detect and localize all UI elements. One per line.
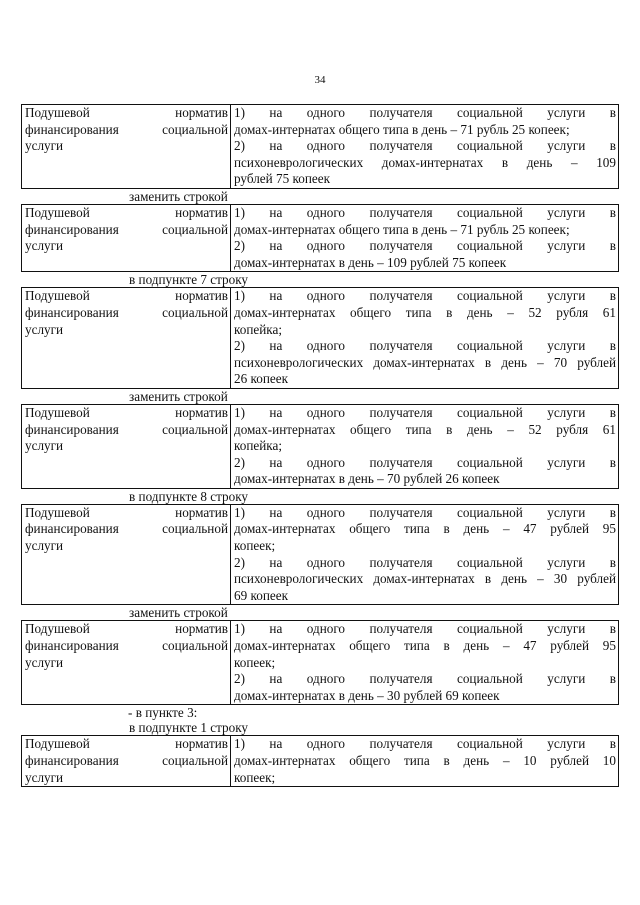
value-line: 2) на одного получателя социальной услуги в (234, 671, 616, 687)
value-line: копейка; (234, 321, 283, 337)
label-line: Подушевой норматив (25, 204, 228, 220)
value-line: психоневрологических домах-интернатах в день – 109 (234, 154, 616, 170)
amendment-instruction: заменить строкой (129, 605, 228, 621)
norm-table (21, 104, 619, 189)
value-line: домах-интернатах общего типа в день – 71 рубль 25 копеек; (234, 221, 570, 237)
value-line: домах-интернатах общего типа в день – 47 рублей 95 (234, 521, 616, 537)
value-line: 1) на одного получателя социальной услуги в (234, 105, 616, 120)
value-line: 1) на одного получателя социальной услуги в (234, 504, 616, 520)
label-line: услуги (25, 438, 64, 454)
label-line: финансирования социальной (25, 521, 228, 537)
value-line: 1) на одного получателя социальной услуги в (234, 736, 616, 752)
label-line: Подушевой норматив (25, 736, 228, 752)
value-line: 1) на одного получателя социальной услуги в (234, 621, 616, 637)
norm-label-cell (22, 621, 231, 705)
norm-table (21, 287, 619, 389)
value-line: копейка; (234, 438, 283, 454)
amendment-instruction: - в пункте 3: (128, 705, 198, 721)
label-line: финансирования социальной (25, 421, 228, 437)
norm-table (21, 620, 619, 705)
norm-table (21, 735, 619, 787)
norm-table (21, 204, 619, 272)
amendment-instruction: в подпункте 8 строку (129, 488, 249, 504)
norm-value-cell (231, 621, 619, 705)
norm-value-cell (231, 204, 619, 271)
table-row (22, 288, 619, 389)
value-line: психоневрологических домах-интернатах в день – 30 рублей (234, 571, 616, 587)
value-line: домах-интернатах общего типа в день – 52 рубля 61 (234, 421, 616, 437)
value-line: домах-интернатах общего типа в день – 10 рублей 10 (234, 753, 616, 768)
norm-label-cell (22, 204, 231, 271)
amendment-instruction: в подпункте 7 строку (129, 272, 249, 288)
norm-label-cell (22, 105, 231, 189)
value-line: 26 копеек (234, 371, 288, 387)
label-line: финансирования социальной (25, 304, 228, 320)
label-line: услуги (25, 238, 64, 254)
value-line: домах-интернатах в день – 30 рублей 69 копеек (234, 687, 500, 703)
table-row (22, 404, 619, 488)
value-line: 2) на одного получателя социальной услуги в (234, 454, 616, 470)
norm-label-cell (22, 736, 231, 787)
value-line: копеек; (234, 654, 276, 670)
value-line: 1) на одного получателя социальной услуги в (234, 288, 616, 304)
norm-label-cell (22, 504, 231, 605)
value-line: домах-интернатах общего типа в день – 52 рубля 61 (234, 304, 616, 320)
value-line: 1) на одного получателя социальной услуги в (234, 404, 616, 420)
value-line: домах-интернатах в день – 70 рублей 26 копеек (234, 471, 500, 487)
norm-value-cell (231, 736, 619, 787)
value-line: 69 копеек (234, 587, 288, 603)
amendment-instruction: в подпункте 1 строку (129, 720, 249, 736)
label-line: Подушевой норматив (25, 504, 228, 520)
amendment-instruction: заменить строкой (129, 388, 228, 404)
label-line: Подушевой норматив (25, 105, 228, 120)
value-line: 2) на одного получателя социальной услуги в (234, 554, 616, 570)
value-line: копеек; (234, 769, 276, 785)
norm-label-cell (22, 404, 231, 488)
norm-label-cell (22, 288, 231, 389)
norm-value-cell (231, 404, 619, 488)
label-line: финансирования социальной (25, 638, 228, 654)
value-line: рублей 75 копеек (234, 171, 330, 187)
label-line: услуги (25, 138, 64, 154)
table-row (22, 504, 619, 605)
norm-value-cell (231, 105, 619, 189)
table-row (22, 621, 619, 705)
label-line: Подушевой норматив (25, 288, 228, 304)
label-line: услуги (25, 321, 64, 337)
table-row (22, 204, 619, 271)
table-row (22, 105, 619, 189)
value-line: копеек; (234, 538, 276, 554)
value-line: 2) на одного получателя социальной услуги в (234, 138, 616, 154)
value-line: домах-интернатах общего типа в день – 71 рубль 25 копеек; (234, 121, 570, 137)
table-row (22, 736, 619, 787)
label-line: финансирования социальной (25, 121, 228, 137)
amendment-instruction: заменить строкой (129, 188, 228, 204)
label-line: финансирования социальной (25, 221, 228, 237)
label-line: услуги (25, 654, 64, 670)
value-line: 1) на одного получателя социальной услуги в (234, 204, 616, 220)
value-line: психоневрологических домах-интернатах в день – 70 рублей (234, 354, 616, 370)
label-line: услуги (25, 769, 64, 785)
label-line: Подушевой норматив (25, 404, 228, 420)
label-line: финансирования социальной (25, 753, 228, 768)
value-line: 2) на одного получателя социальной услуги в (234, 338, 616, 354)
value-line: домах-интернатах в день – 109 рублей 75 копеек (234, 254, 507, 270)
norm-table (21, 404, 619, 489)
norm-table (21, 504, 619, 606)
label-line: услуги (25, 538, 64, 554)
label-line: Подушевой норматив (25, 621, 228, 637)
norm-value-cell (231, 504, 619, 605)
page-number: 34 (314, 74, 326, 86)
document-body (21, 104, 619, 787)
value-line: домах-интернатах общего типа в день – 47 рублей 95 (234, 638, 616, 654)
norm-value-cell (231, 288, 619, 389)
value-line: 2) на одного получателя социальной услуги в (234, 238, 616, 254)
